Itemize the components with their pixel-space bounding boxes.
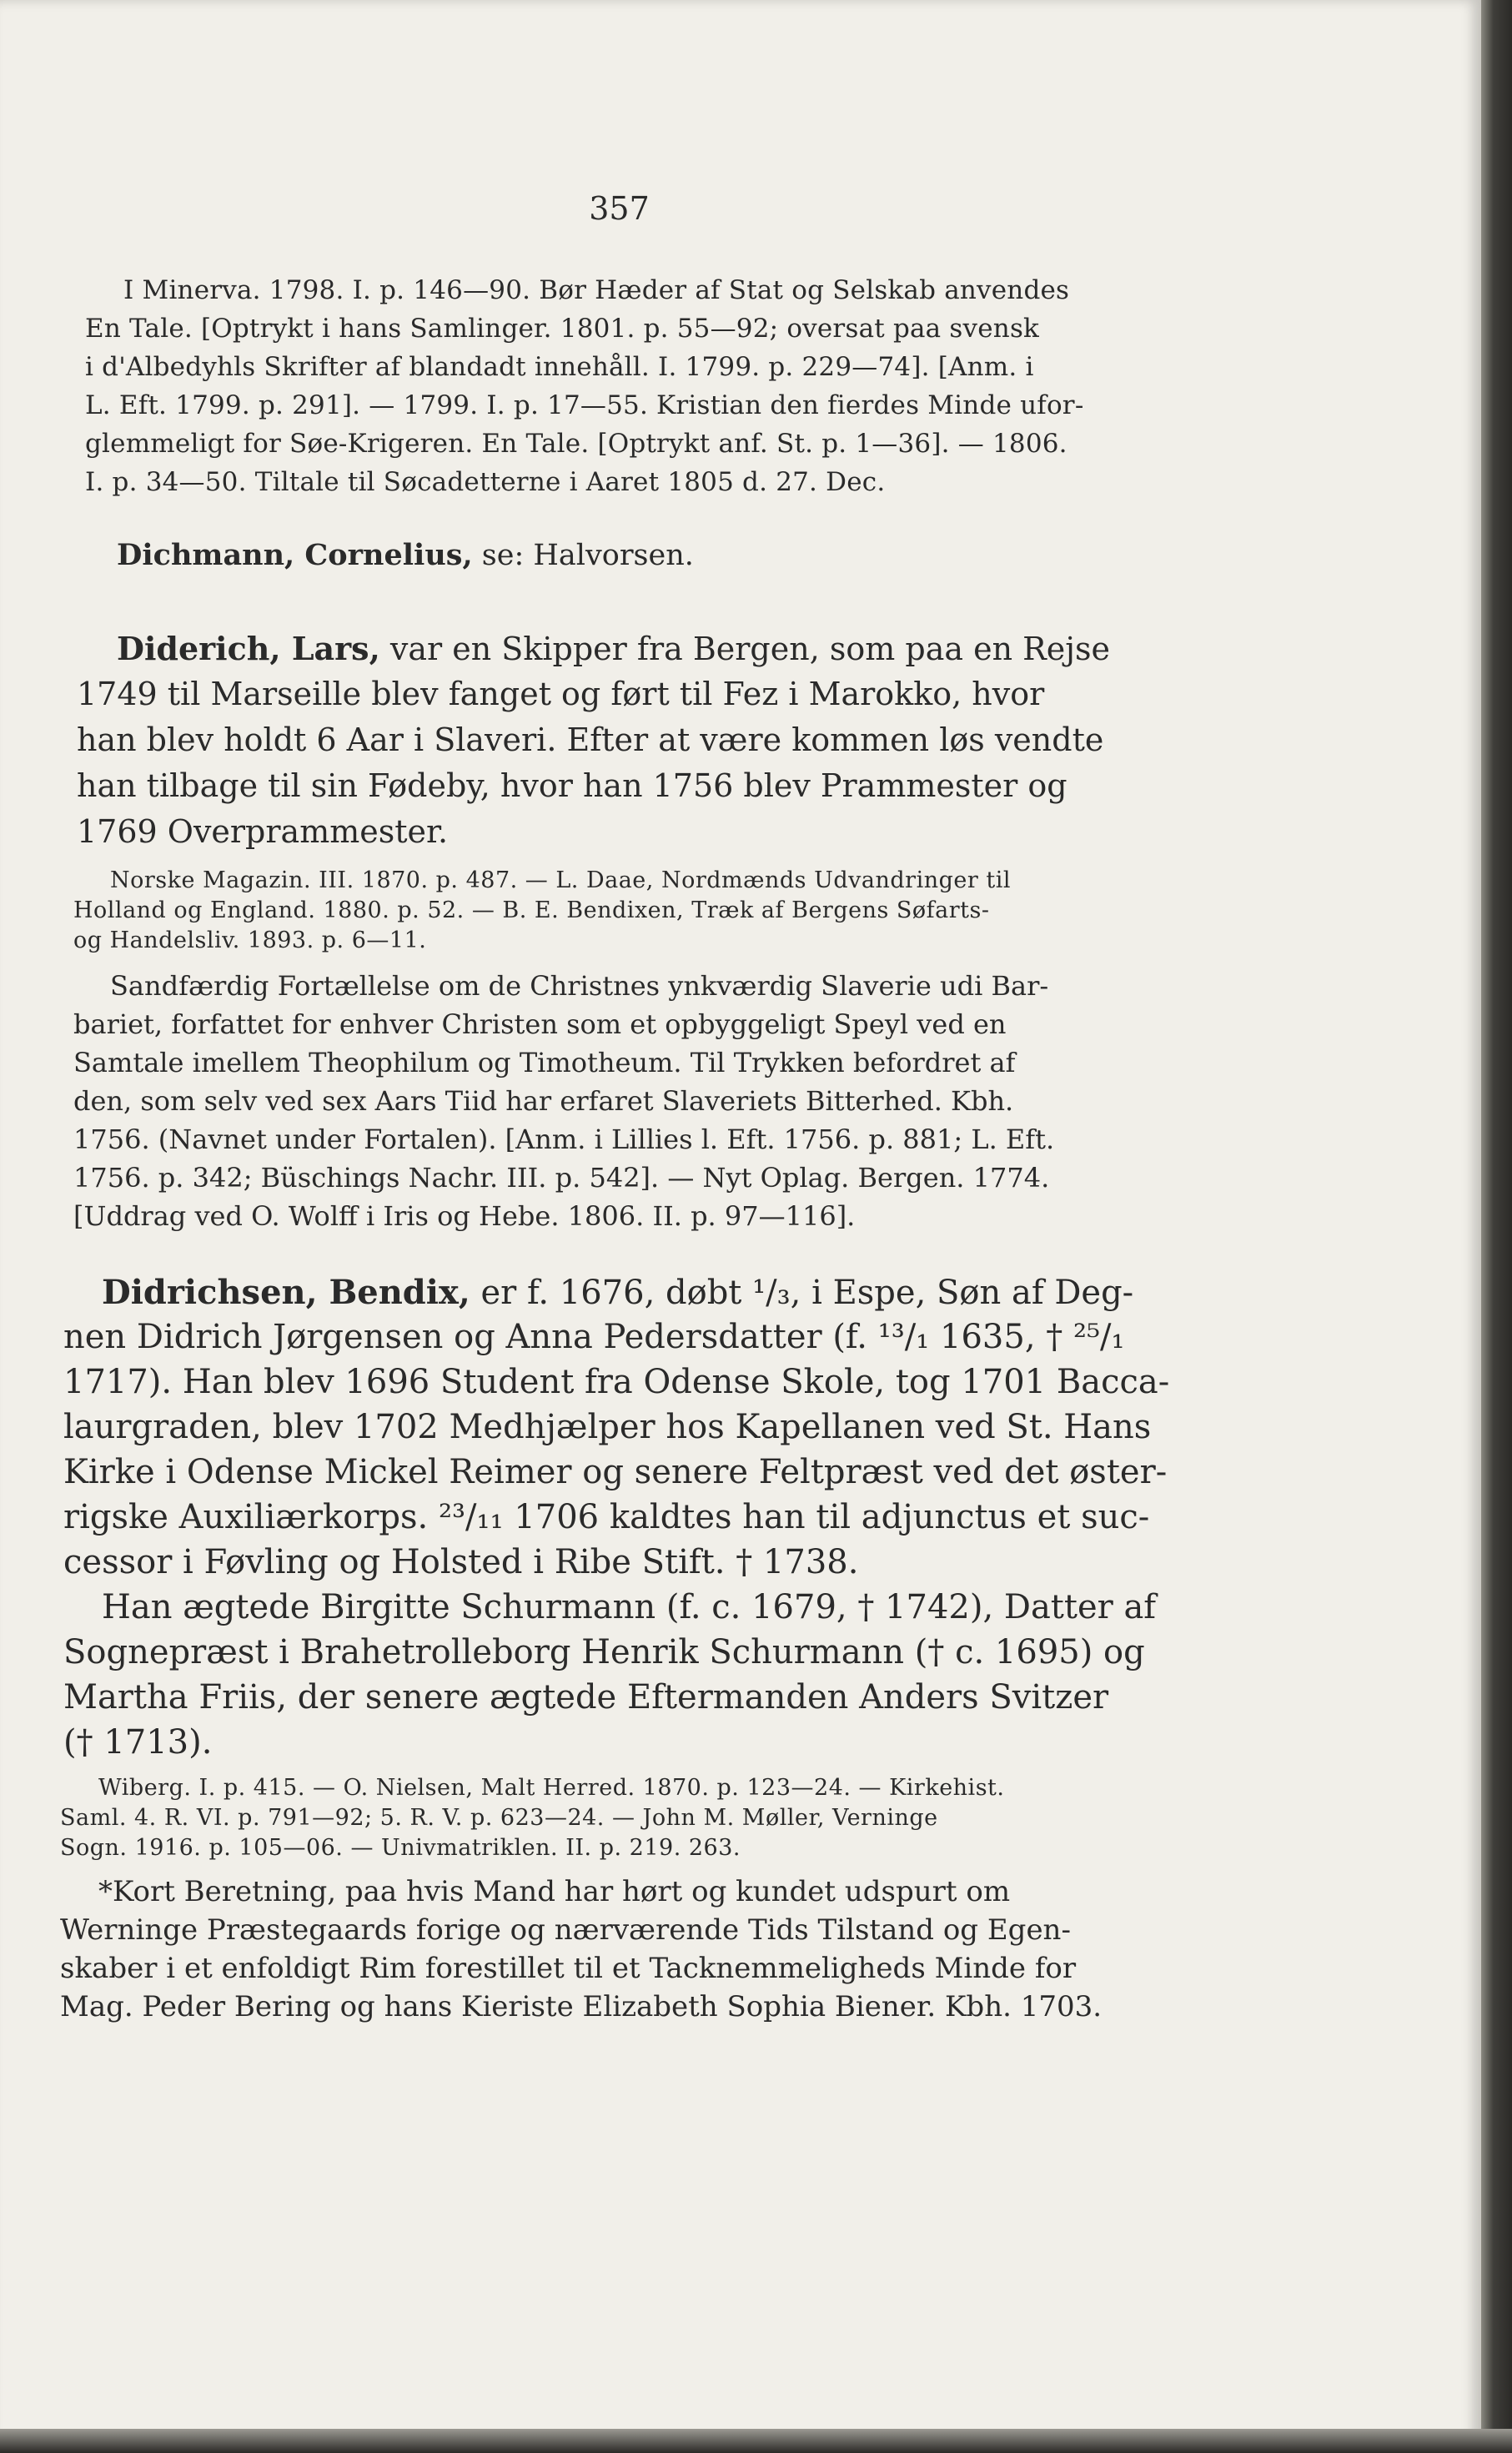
- entry-line: han tilbage til sin Fødeby, hvor han 1756 blev Prammester og: [77, 767, 1067, 804]
- entry-diderich-first-line: [117, 630, 1110, 667]
- work-line: Sandfærdig Fortællelse om de Christnes ynkværdig Slaverie udi Bar-: [110, 970, 1049, 1002]
- minerva-line: En Tale. [Optrykt i hans Samlinger. 1801. p. 55—92; oversat paa svensk: [85, 314, 1040, 344]
- source-line: Sogn. 1916. p. 105—06. — Univmatriklen. II. p. 219. 263.: [60, 1835, 741, 1861]
- entry-name: Dichmann, Cornelius,: [117, 538, 473, 572]
- work-line: Werninge Præstegaards forige og nærværende Tids Tilstand og Egen-: [60, 1913, 1071, 1947]
- entry-line: 1769 Overprammester.: [77, 813, 449, 850]
- source-line: Wiberg. I. p. 415. — O. Nielsen, Malt Herred. 1870. p. 123—24. — Kirkehist.: [98, 1775, 1005, 1801]
- entry-line: Sognepræst i Brahetrolleborg Henrik Schurmann († c. 1695) og: [63, 1633, 1145, 1671]
- entry-line: Han ægtede Birgitte Schurmann (f. c. 1679, † 1742), Datter af: [102, 1588, 1157, 1626]
- entry-text: er f. 1676, døbt ¹/₃, i Espe, Søn af Deg-: [470, 1274, 1134, 1312]
- work-line: 1756. p. 342; Büschings Nachr. III. p. 542]. — Nyt Oplag. Bergen. 1774.: [73, 1162, 1050, 1194]
- minerva-line: glemmeligt for Søe-Krigeren. En Tale. [Optrykt anf. St. p. 1—36]. — 1806.: [85, 429, 1067, 459]
- source-line: Holland og England. 1880. p. 52. — B. E. Bendixen, Træk af Bergens Søfarts-: [73, 897, 990, 923]
- work-line: *Kort Beretning, paa hvis Mand har hørt og kundet udspurt om: [98, 1875, 1011, 1908]
- entry-text: var en Skipper fra Bergen, som paa en Rejse: [379, 631, 1110, 667]
- entry-name: Diderich, Lars,: [117, 630, 380, 667]
- work-line: skaber i et enfoldigt Rim forestillet til et Tacknemmeligheds Minde for: [60, 1952, 1077, 1985]
- source-line: Saml. 4. R. VI. p. 791—92; 5. R. V. p. 623—24. — John M. Møller, Verninge: [60, 1805, 938, 1831]
- entry-line: laurgraden, blev 1702 Medhjælper hos Kapellanen ved St. Hans: [63, 1408, 1152, 1446]
- minerva-line: I Minerva. 1798. I. p. 146—90. Bør Hæder af Stat og Selskab anvendes: [123, 275, 1070, 305]
- minerva-line: L. Eft. 1799. p. 291]. — 1799. I. p. 17—55. Kristian den fierdes Minde ufor-: [85, 390, 1084, 420]
- entry-didrichsen-first-line: [102, 1273, 1133, 1312]
- work-line: Samtale imellem Theophilum og Timotheum. Til Trykken befordret af: [73, 1047, 1016, 1078]
- page-number: 357: [589, 190, 650, 227]
- page-edge-bottom: [0, 2429, 1512, 2453]
- entry-line: cessor i Føvling og Holsted i Ribe Stift. † 1738.: [63, 1543, 859, 1581]
- work-line: bariet, forfattet for enhver Christen som et opbyggeligt Speyl ved en: [73, 1008, 1007, 1040]
- minerva-line: i d'Albedyhls Skrifter af blandadt innehåll. I. 1799. p. 229—74]. [Anm. i: [85, 352, 1034, 382]
- entry-line: rigske Auxiliærkorps. ²³/₁₁ 1706 kaldtes han til adjunctus et suc-: [63, 1498, 1150, 1536]
- entry-line: 1749 til Marseille blev fanget og ført til Fez i Marokko, hvor: [77, 676, 1045, 712]
- entry-line: nen Didrich Jørgensen og Anna Pedersdatter (f. ¹³/₁ 1635, † ²⁵/₁: [63, 1318, 1125, 1356]
- source-line: Norske Magazin. III. 1870. p. 487. — L. Daae, Nordmænds Udvandringer til: [110, 867, 1011, 893]
- entry-line: 1717). Han blev 1696 Student fra Odense Skole, tog 1701 Bacca-: [63, 1363, 1170, 1401]
- entry-text: se: Halvorsen.: [472, 539, 694, 572]
- entry-line: Martha Friis, der senere ægtede Eftermanden Anders Svitzer: [63, 1678, 1109, 1717]
- work-line: 1756. (Navnet under Fortalen). [Anm. i Lillies l. Eft. 1756. p. 881; L. Eft.: [73, 1123, 1055, 1155]
- work-line: [Uddrag ved O. Wolff i Iris og Hebe. 1806. II. p. 97—116].: [73, 1200, 856, 1232]
- entry-line: († 1713).: [63, 1723, 213, 1762]
- source-line: og Handelsliv. 1893. p. 6—11.: [73, 927, 427, 953]
- page-edge-right: [1481, 0, 1512, 2453]
- entry-line: Kirke i Odense Mickel Reimer og senere Feltpræst ved det øster-: [63, 1453, 1168, 1491]
- entry-line: han blev holdt 6 Aar i Slaveri. Efter at være kommen løs vendte: [77, 721, 1104, 758]
- work-line: den, som selv ved sex Aars Tiid har erfaret Slaveriets Bitterhed. Kbh.: [73, 1085, 1014, 1117]
- work-line: Mag. Peder Bering og hans Kieriste Elizabeth Sophia Biener. Kbh. 1703.: [60, 1990, 1103, 2023]
- entry-dichmann: [117, 538, 694, 572]
- minerva-line: I. p. 34—50. Tiltale til Søcadetterne i Aaret 1805 d. 27. Dec.: [85, 467, 886, 497]
- entry-name: Didrichsen, Bendix,: [102, 1273, 470, 1312]
